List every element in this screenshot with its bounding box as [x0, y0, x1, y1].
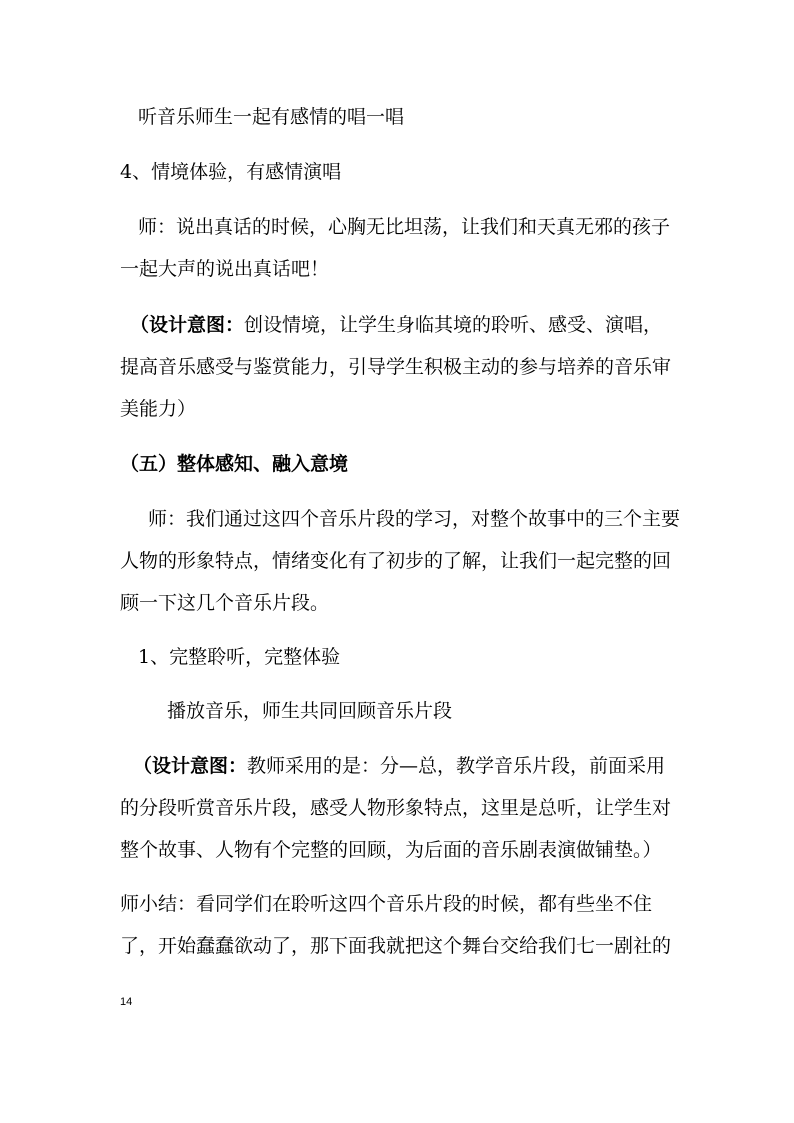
design-intent-paragraph [130, 313, 662, 337]
page-number: 14 [120, 996, 133, 1008]
teacher-speech-line: 人物的形象特点，情绪变化有了初步的了解，让我们一起完整的回 [120, 550, 672, 572]
teacher-summary-line: 了，开始蠢蠢欲动了，那下面我就把这个舞台交给我们七一剧社的 [120, 935, 672, 957]
teacher-speech-line: 一起大声的说出真话吧！ [120, 258, 330, 280]
paragraph-listen-sing: 听音乐师生一起有感情的唱一唱 [138, 106, 405, 128]
design-intent-line: 整个故事、人物有个完整的回顾，为后面的音乐剧表演做铺垫。） [120, 839, 662, 861]
design-intent-text: 创设情境，让学生身临其境的聆听、感受、演唱， [244, 314, 663, 336]
design-intent-line: 美能力） [120, 398, 197, 420]
design-intent-label: （设计意图： [130, 314, 245, 336]
section-heading-5: （五）整体感知、融入意境 [120, 453, 349, 475]
heading-item-1: 1、完整聆听，完整体验 [138, 646, 341, 668]
teacher-summary-line: 师小结：看同学们在聆听这四个音乐片段的时候，都有些坐不住 [120, 893, 653, 915]
heading-item-4: 4、情境体验，有感情演唱 [120, 161, 342, 183]
design-intent-text: 教师采用的是：分—总，教学音乐片段，前面采用 [247, 755, 666, 777]
teacher-speech-line: 师：说出真话的时候，心胸无比坦荡，让我们和天真无邪的孩子 [138, 216, 671, 238]
paragraph-play-music: 播放音乐，师生共同回顾音乐片段 [167, 700, 453, 722]
teacher-speech-line: 师：我们通过这四个音乐片段的学习，对整个故事中的三个主要 [148, 508, 681, 530]
design-intent-paragraph [133, 754, 665, 778]
design-intent-label: （设计意图： [133, 755, 248, 777]
teacher-speech-line: 顾一下这几个音乐片段。 [120, 592, 330, 614]
design-intent-line: 提高音乐感受与鉴赏能力，引导学生积极主动的参与培养的音乐审 [120, 356, 672, 378]
design-intent-line: 的分段听赏音乐片段，感受人物形象特点，这里是总听，让学生对 [120, 797, 672, 819]
